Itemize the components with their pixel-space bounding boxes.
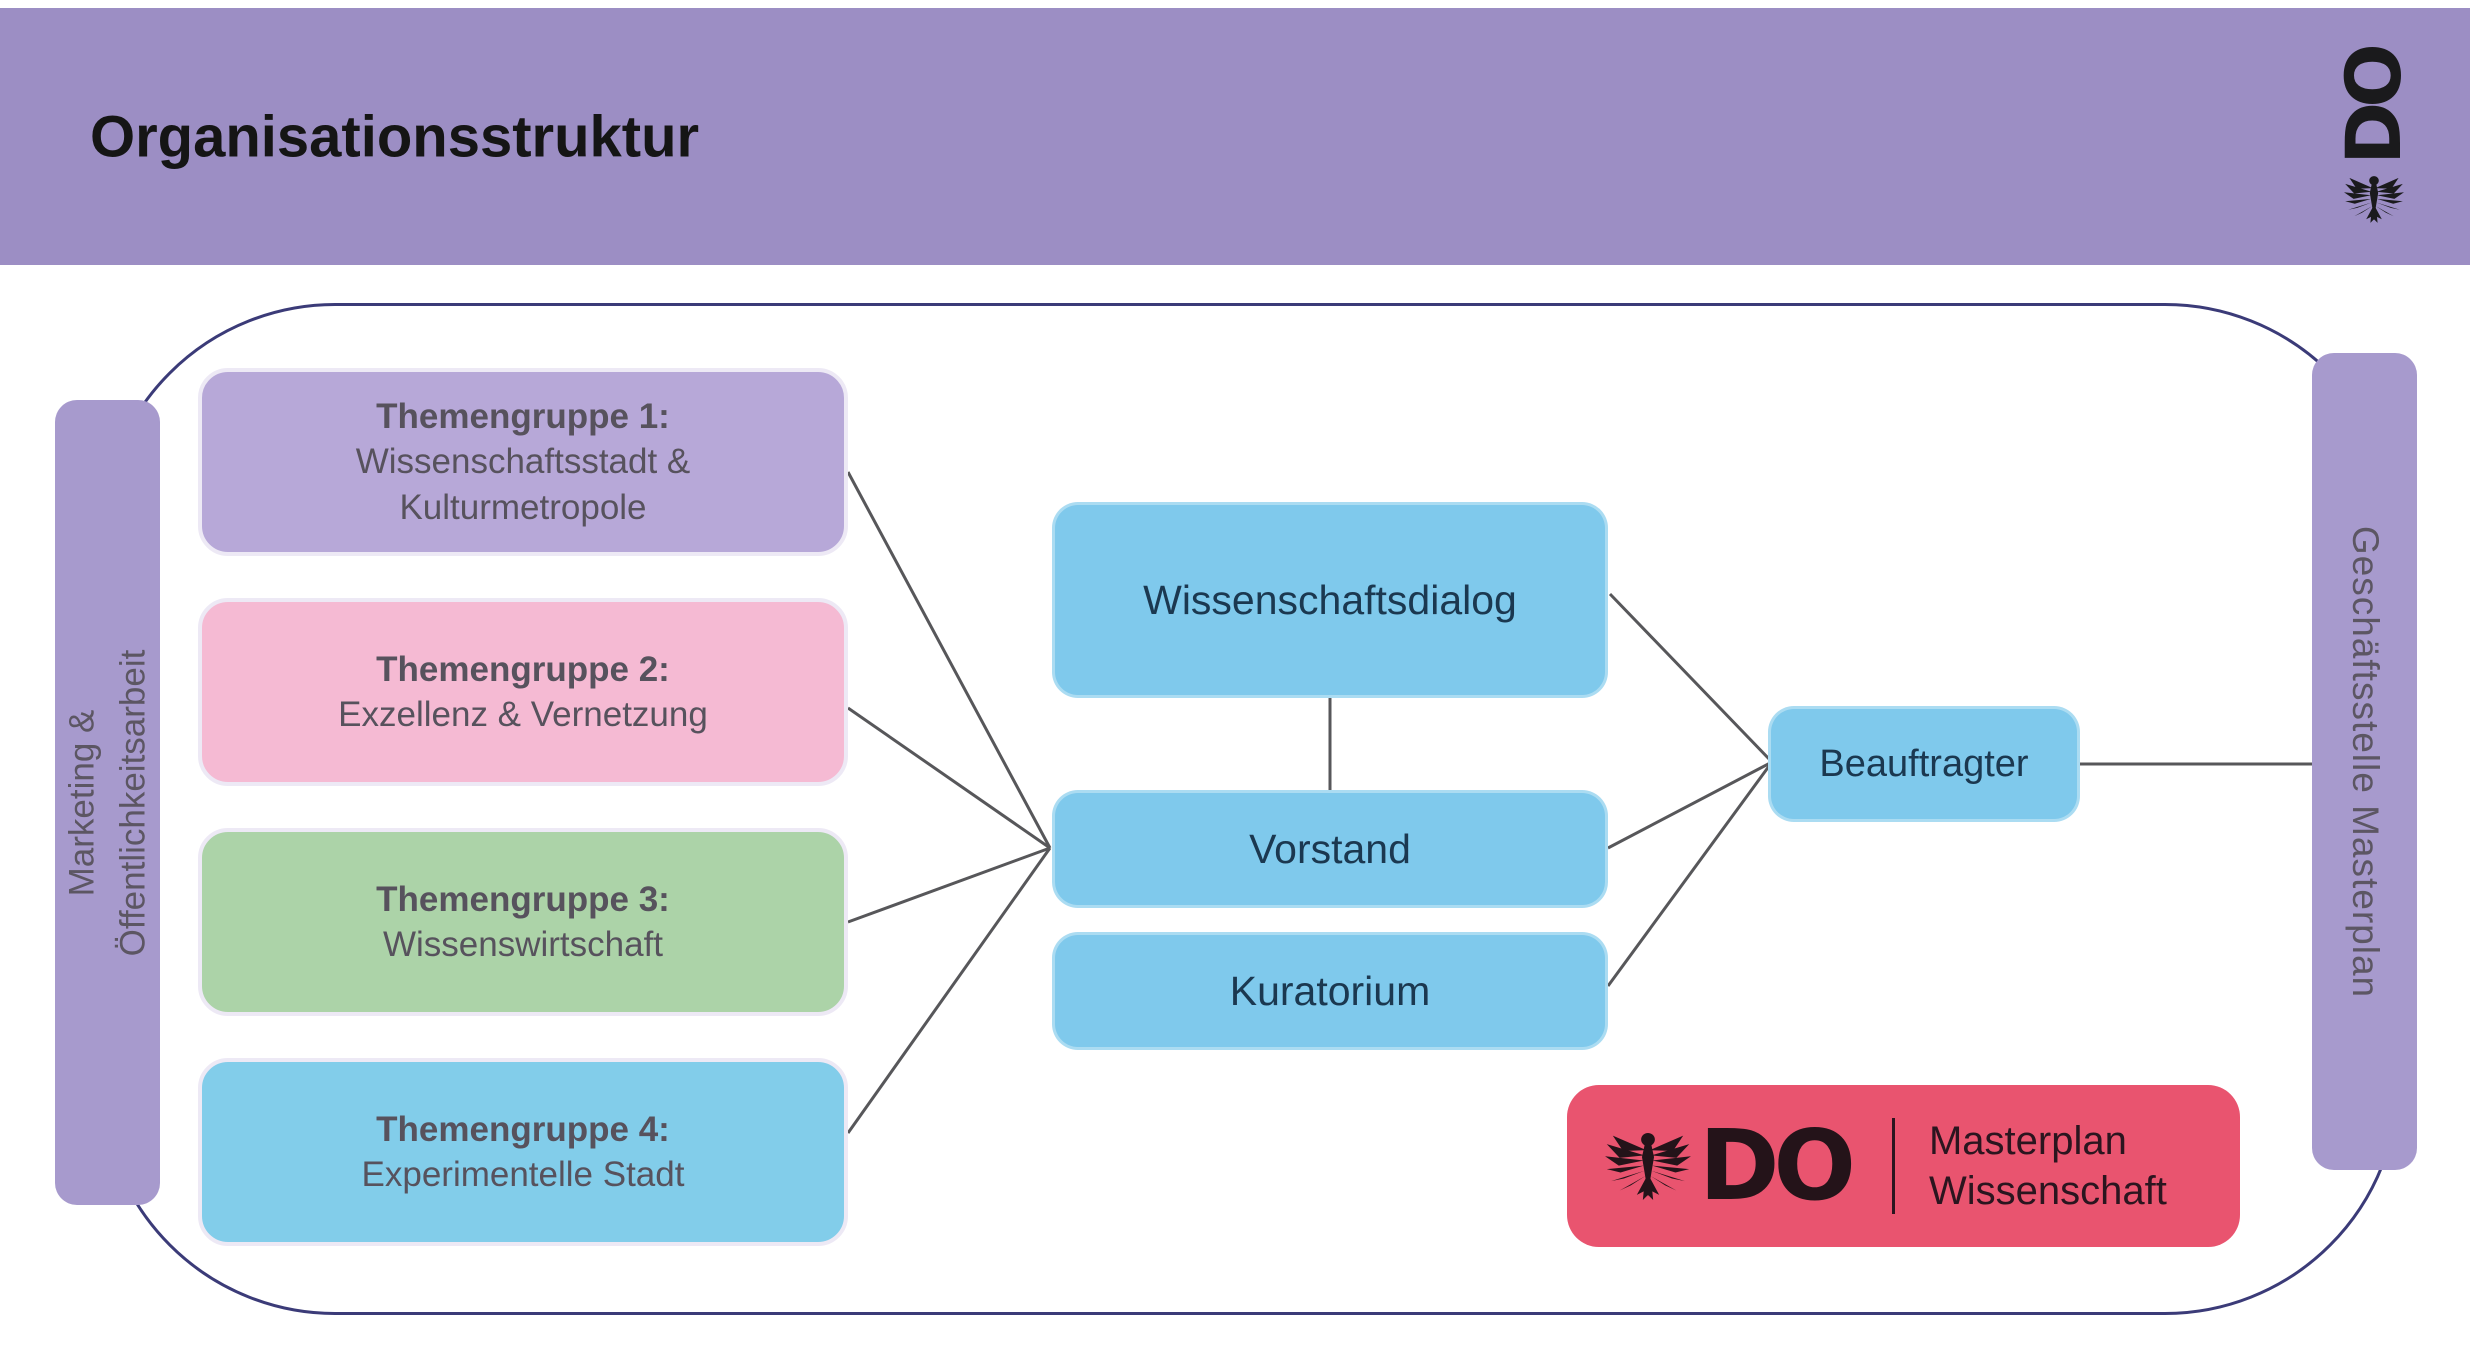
- node-themengruppe-3: [198, 828, 848, 1016]
- node-vorstand: [1052, 790, 1608, 908]
- node-label: Vorstand: [1249, 825, 1411, 872]
- node-kuratorium: [1052, 932, 1608, 1050]
- logo-divider: [1892, 1118, 1895, 1214]
- marketing-bar: [55, 400, 160, 1205]
- node-title: Themengruppe 3:: [376, 879, 670, 919]
- node-title: Themengruppe 2:: [376, 649, 670, 689]
- marketing-bar-label-line1: Marketing &: [61, 709, 101, 896]
- masterplan-label-line2: Wissenschaft: [1928, 1169, 2167, 1213]
- node-label: Wissenschaftsdialog: [1143, 576, 1517, 623]
- dortmund-eagle-icon: [1605, 1133, 1691, 1200]
- node-subtitle: Experimentelle Stadt: [361, 1155, 685, 1194]
- node-title: Themengruppe 4:: [376, 1109, 670, 1149]
- do-logotype-vertical: [2329, 46, 2418, 168]
- marketing-bar-label: [57, 649, 159, 956]
- node-label: Kuratorium: [1229, 967, 1431, 1014]
- node-label: Beauftragter: [1819, 742, 2029, 785]
- do-logotype-text: DO: [1699, 1109, 1850, 1223]
- node-themengruppe-2: [198, 598, 848, 786]
- dortmund-eagle-icon: [2344, 176, 2404, 223]
- node-beauftragter: [1768, 706, 2080, 822]
- node-subtitle: Wissenschaftsstadt & Kulturmetropole: [355, 442, 691, 527]
- node-subtitle: Wissenswirtschaft: [382, 925, 664, 964]
- header-bar: [0, 8, 2470, 265]
- geschaeftsstelle-bar: [2312, 353, 2417, 1170]
- node-subtitle: Exzellenz & Vernetzung: [338, 695, 708, 734]
- dortmund-city-logo: [2329, 46, 2418, 242]
- node-themengruppe-4: [198, 1058, 848, 1246]
- page-title: Organisationsstruktur: [90, 104, 700, 169]
- node-wissenschaftsdialog: [1052, 502, 1608, 698]
- node-title: Themengruppe 1:: [376, 396, 670, 436]
- masterplan-label-line1: Masterplan: [1928, 1119, 2127, 1163]
- masterplan-wissenschaft-label: [1929, 1116, 2167, 1216]
- masterplan-wissenschaft-logo-box: [1567, 1085, 2240, 1247]
- marketing-bar-label-line2: Öffentlichkeitsarbeit: [112, 649, 152, 956]
- node-themengruppe-1: [198, 368, 848, 556]
- do-logotype-text: DO: [2329, 49, 2418, 165]
- geschaeftsstelle-bar-label: Geschäftsstelle Masterplan: [2344, 525, 2386, 998]
